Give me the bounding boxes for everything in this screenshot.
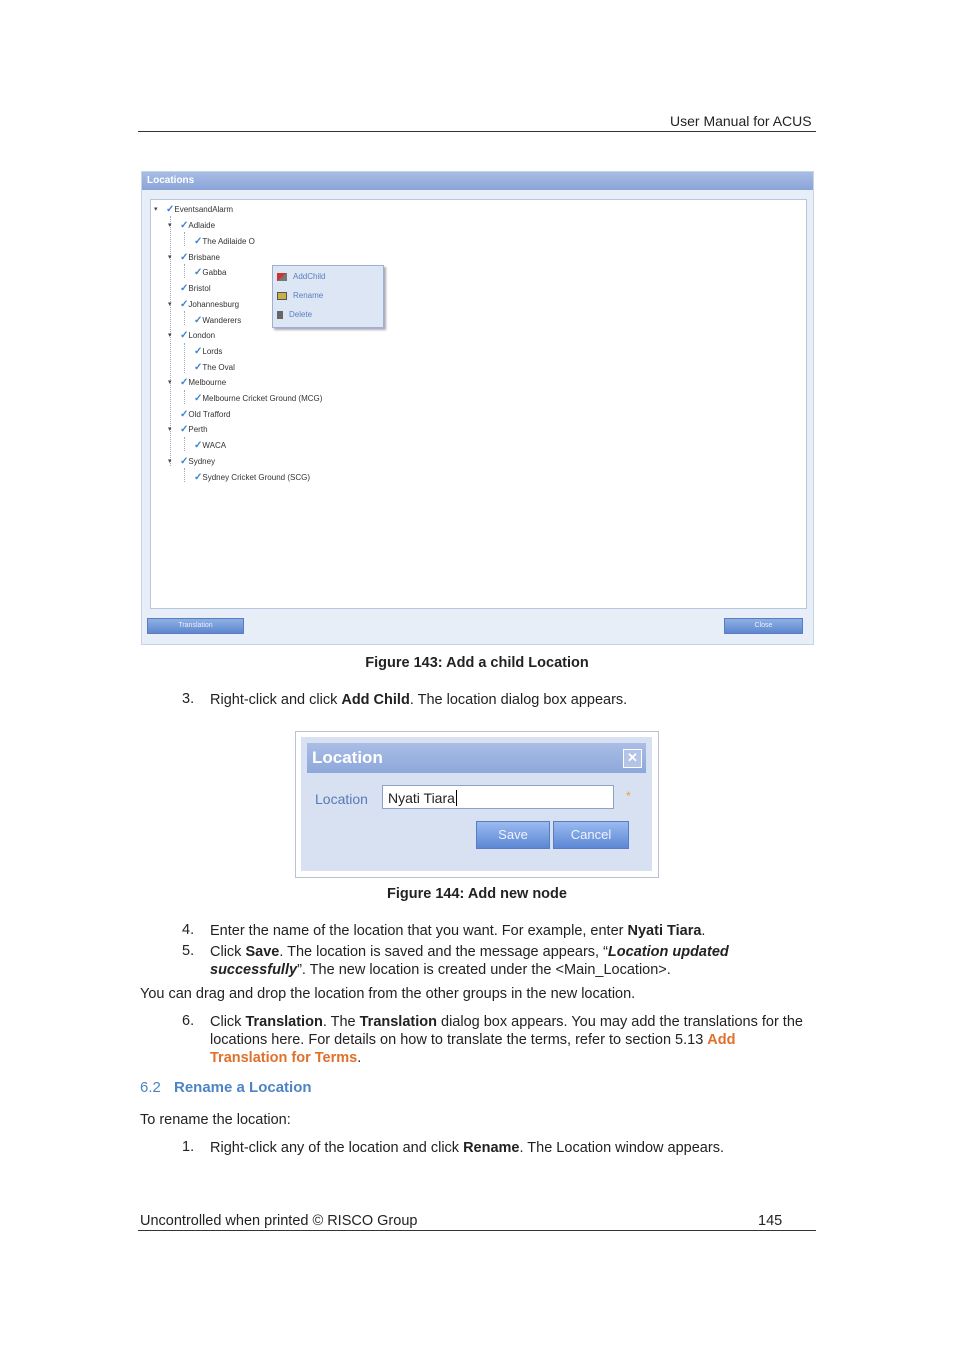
trash-icon [277, 311, 283, 319]
add-child-icon [277, 273, 287, 281]
figure-143-caption: Figure 143: Add a child Location [365, 655, 589, 671]
add-translation-link[interactable]: Add Translation for Terms [210, 1032, 736, 1066]
rename-icon [277, 292, 287, 300]
cancel-button[interactable]: Cancel [553, 821, 629, 849]
step-1-text: Right-click any of the location and click Rename. The Location window appears. [210, 1140, 724, 1156]
tree-node[interactable]: ✓Gabba [194, 267, 227, 278]
tree-connector [184, 232, 185, 246]
check-icon: ✓ [166, 204, 175, 215]
check-icon: ✓ [194, 472, 203, 483]
location-input[interactable]: Nyati Tiara [382, 785, 614, 809]
rename-intro: To rename the location: [140, 1112, 291, 1128]
tree-connector [184, 343, 185, 373]
step-number: 3. [182, 691, 195, 707]
locations-window-title: Locations [142, 172, 813, 190]
close-icon[interactable]: ✕ [623, 749, 642, 768]
tree-node[interactable]: ✓Old Trafford [180, 409, 231, 420]
tree-node[interactable]: ▾ ✓EventsandAlarm [154, 204, 234, 215]
running-header: User Manual for ACUS [670, 113, 812, 129]
tree-node[interactable]: ✓Sydney Cricket Ground (SCG) [194, 472, 310, 483]
step-3-text: Right-click and click Add Child. The location dialog box appears. [210, 692, 628, 708]
tree-node[interactable]: ✓The Adilaide O [194, 236, 255, 247]
tree-node[interactable]: ▾ ✓Sydney [168, 456, 216, 467]
step-number: 1. [182, 1139, 195, 1155]
location-dialog-frame [295, 731, 659, 878]
expand-arrow-icon[interactable]: ▾ [168, 332, 172, 339]
check-icon: ✓ [194, 440, 203, 451]
location-field-label: Location [315, 791, 368, 807]
tree-node[interactable]: ✓Melbourne Cricket Ground (MCG) [194, 393, 323, 404]
tree-node[interactable]: ▾ ✓Adlaide [168, 220, 216, 231]
check-icon: ✓ [194, 362, 203, 373]
footer-text: Uncontrolled when printed © RISCO Group [140, 1213, 418, 1229]
location-dialog [301, 737, 652, 871]
check-icon: ✓ [180, 424, 189, 435]
save-button[interactable]: Save [476, 821, 550, 849]
context-menu-rename[interactable]: Rename [277, 291, 323, 300]
tree-node[interactable]: ▾ ✓London [168, 330, 216, 341]
tree-connector [184, 264, 185, 278]
locations-window [141, 171, 814, 645]
tree-connector [184, 468, 185, 482]
figure-144-caption: Figure 144: Add new node [387, 886, 567, 902]
text-cursor [456, 790, 457, 806]
tree-node[interactable]: ✓The Oval [194, 362, 235, 373]
check-icon: ✓ [180, 456, 189, 467]
expand-arrow-icon[interactable]: ▾ [168, 301, 172, 308]
locations-tree-panel [150, 199, 807, 609]
check-icon: ✓ [180, 409, 189, 420]
tree-connector [184, 390, 185, 404]
check-icon: ✓ [194, 315, 203, 326]
header-rule [138, 131, 816, 132]
context-menu-delete[interactable]: Delete [277, 310, 312, 319]
translation-button[interactable]: Translation [147, 618, 244, 634]
tree-connector [184, 437, 185, 451]
step-number: 5. [182, 943, 195, 959]
section-title: Rename a Location [174, 1079, 312, 1096]
expand-arrow-icon[interactable]: ▾ [168, 254, 172, 261]
context-menu-addchild[interactable]: AddChild [277, 272, 325, 281]
close-button[interactable]: Close [724, 618, 803, 634]
expand-arrow-icon[interactable]: ▾ [168, 222, 172, 229]
footer-rule [138, 1230, 816, 1231]
step-number: 6. [182, 1013, 195, 1029]
tree-node[interactable]: ✓Lords [194, 346, 223, 357]
tree-node[interactable]: ▾ ✓Perth [168, 424, 208, 435]
step-5-text: Click Save. The location is saved and the message appears, “Location updated successfully”. The new location is created under the <Main_Location>. [210, 944, 729, 978]
location-dialog-title: Location ✕ [307, 743, 646, 773]
check-icon: ✓ [180, 377, 189, 388]
page-number: 145 [758, 1213, 783, 1229]
check-icon: ✓ [180, 220, 189, 231]
step-6-text: Click Translation. The Translation dialog box appears. You may add the translations for the locations here. For details on how to translate the terms, refer to section 5.13 Add Translation for Terms. [210, 1014, 803, 1066]
required-mark: * [626, 789, 631, 803]
check-icon: ✓ [180, 252, 189, 263]
tree-node[interactable]: ▾ ✓Melbourne [168, 377, 227, 388]
expand-arrow-icon[interactable]: ▾ [154, 206, 158, 213]
tree-node[interactable]: ▾ ✓Johannesburg [168, 299, 240, 310]
tree-node[interactable]: ✓Bristol [180, 283, 211, 294]
section-number: 6.2 [140, 1079, 161, 1096]
check-icon: ✓ [194, 346, 203, 357]
check-icon: ✓ [180, 283, 189, 294]
drag-drop-paragraph: You can drag and drop the location from the other groups in the new location. [140, 986, 636, 1002]
expand-arrow-icon[interactable]: ▾ [168, 379, 172, 386]
expand-arrow-icon[interactable]: ▾ [168, 426, 172, 433]
check-icon: ✓ [194, 393, 203, 404]
expand-arrow-icon[interactable]: ▾ [168, 458, 172, 465]
tree-connector [184, 311, 185, 325]
check-icon: ✓ [194, 236, 203, 247]
step-4-text: Enter the name of the location that you want. For example, enter Nyati Tiara. [210, 923, 706, 939]
tree-node[interactable]: ✓Wanderers [194, 315, 242, 326]
check-icon: ✓ [194, 267, 203, 278]
context-menu [272, 265, 384, 328]
tree-node[interactable]: ✓WACA [194, 440, 227, 451]
tree-node[interactable]: ▾ ✓Brisbane [168, 252, 220, 263]
check-icon: ✓ [180, 330, 189, 341]
check-icon: ✓ [180, 299, 189, 310]
step-number: 4. [182, 922, 195, 938]
